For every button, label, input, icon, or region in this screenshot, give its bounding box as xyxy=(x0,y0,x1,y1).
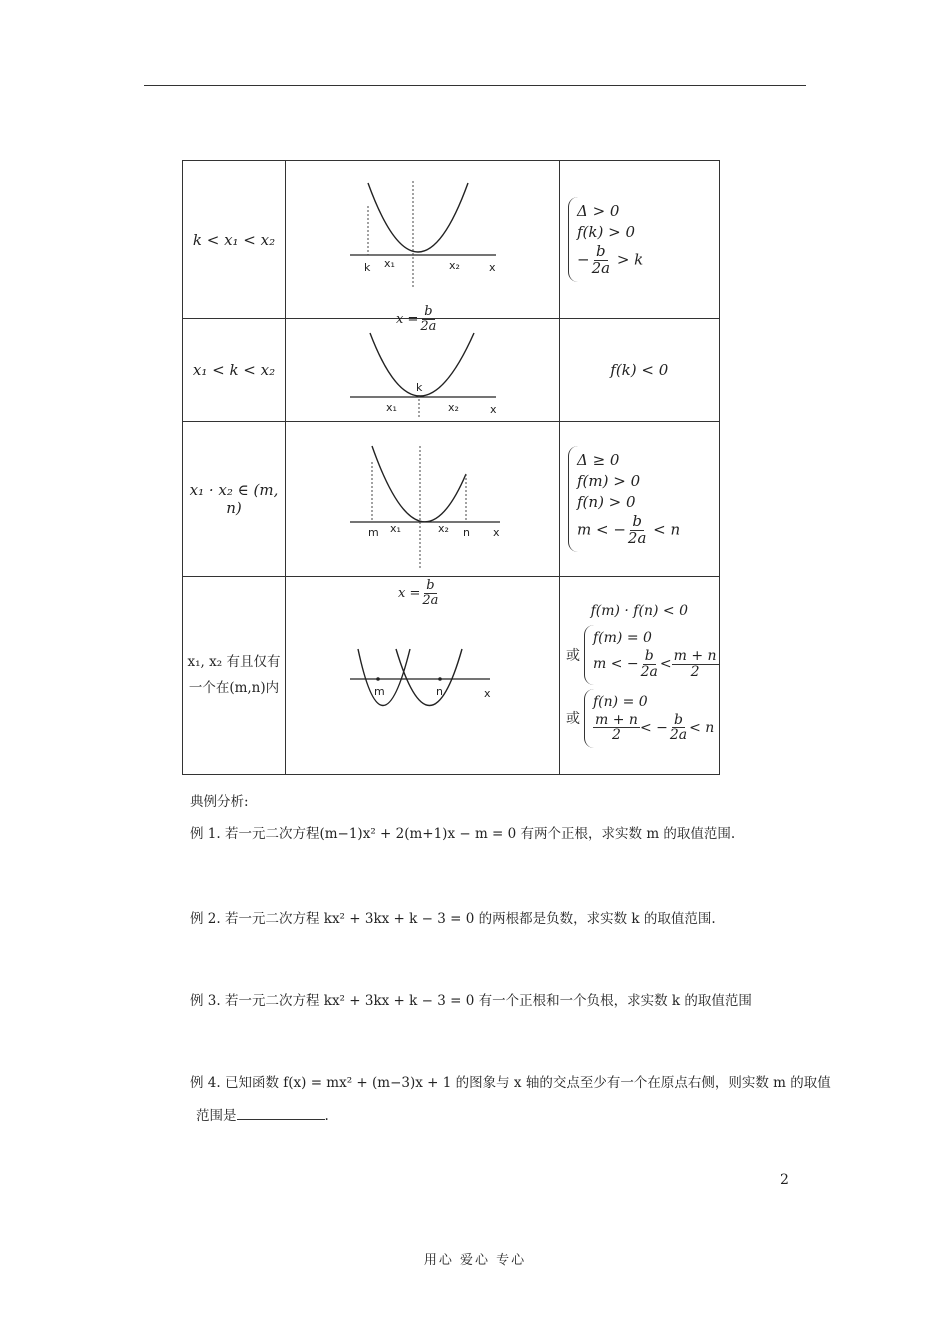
table-row xyxy=(183,422,720,577)
table-row xyxy=(183,577,720,775)
case-cell: k < x₁ < x₂ xyxy=(183,161,286,319)
m-label: m xyxy=(374,685,385,698)
graph-cell xyxy=(286,577,560,775)
example-4-continued: 范围是 . xyxy=(196,1108,329,1124)
x2-label: x₂ xyxy=(448,401,459,414)
condition-cell: f(k) < 0 xyxy=(560,319,720,422)
parabola-graph xyxy=(286,161,559,314)
axis-of-symmetry-note: x = $\frac{b}{2a}$ xyxy=(398,578,439,608)
m-label: m xyxy=(368,526,379,539)
parabola-graph xyxy=(286,319,559,417)
header-rule xyxy=(144,85,806,86)
section-title: 典例分析: xyxy=(190,794,249,810)
graph-cell xyxy=(286,422,560,577)
x-axis-label: x xyxy=(484,687,491,700)
example-3: 例 3. 若一元二次方程 kx² + 3kx + k − 3 = 0 有一个正根和一个负根，求实数 k 的取值范围 xyxy=(190,993,752,1009)
k-label: k xyxy=(364,261,371,274)
condition-cell: Δ > 0 f(k) > 0 − $\frac{b}{2a}$ > k xyxy=(560,161,720,319)
x1-label: x₁ xyxy=(384,257,395,270)
condition-cell: f(m) · f(n) < 0 或 f(m) = 0 m < − $\frac{b}{2a}$ < $\frac{m + n}{2}$ 或 f(n) = 0 $\frac{m + n}{2}$ < − $\frac{b}{2a}$ < n xyxy=(560,577,720,775)
example-2: 例 2. 若一元二次方程 kx² + 3kx + k − 3 = 0 的两根都是负数，求实数 k 的取值范围. xyxy=(190,911,716,927)
answer-blank xyxy=(237,1119,325,1120)
x-axis-label: x xyxy=(490,403,497,416)
case-cell: x₁, x₂ 有且仅有 一个在(m,n)内 xyxy=(183,577,286,775)
n-label: n xyxy=(463,526,470,539)
x2-label: x₂ xyxy=(438,522,449,535)
page-footer: 用心 爱心 专心 xyxy=(423,1253,527,1268)
example-4: 例 4. 已知函数 f(x) = mx² + (m−3)x + 1 的图象与 x 轴的交点至少有一个在原点右侧，则实数 m 的取值 xyxy=(190,1075,831,1091)
n-label: n xyxy=(436,685,443,698)
x-axis-label: x xyxy=(493,526,500,539)
table-row xyxy=(183,319,720,422)
x1-label: x₁ xyxy=(386,401,397,414)
x1-label: x₁ xyxy=(390,522,401,535)
graph-cell xyxy=(286,304,560,422)
page-number: 2 xyxy=(780,1172,789,1188)
condition-cell: Δ ≥ 0 f(m) > 0 f(n) > 0 m < − $\frac{b}{2a}$ < n xyxy=(560,422,720,577)
case-cell: x₁ < k < x₂ xyxy=(183,319,286,422)
graph-cell xyxy=(286,161,560,319)
axis-of-symmetry-note: x = $\frac{b}{2a}$ xyxy=(396,304,437,334)
x2-label: x₂ xyxy=(449,259,460,272)
k-label: k xyxy=(416,381,423,394)
table-row xyxy=(183,161,720,319)
root-distribution-table xyxy=(182,160,720,775)
example-1: 例 1. 若一元二次方程(m−1)x² + 2(m+1)x − m = 0 有两个正根，求实数 m 的取值范围. xyxy=(190,826,736,842)
parabola-graph xyxy=(286,422,559,572)
case-cell: x₁ · x₂ ∈ (m, n) xyxy=(183,422,286,577)
x-axis-label: x xyxy=(489,261,496,274)
